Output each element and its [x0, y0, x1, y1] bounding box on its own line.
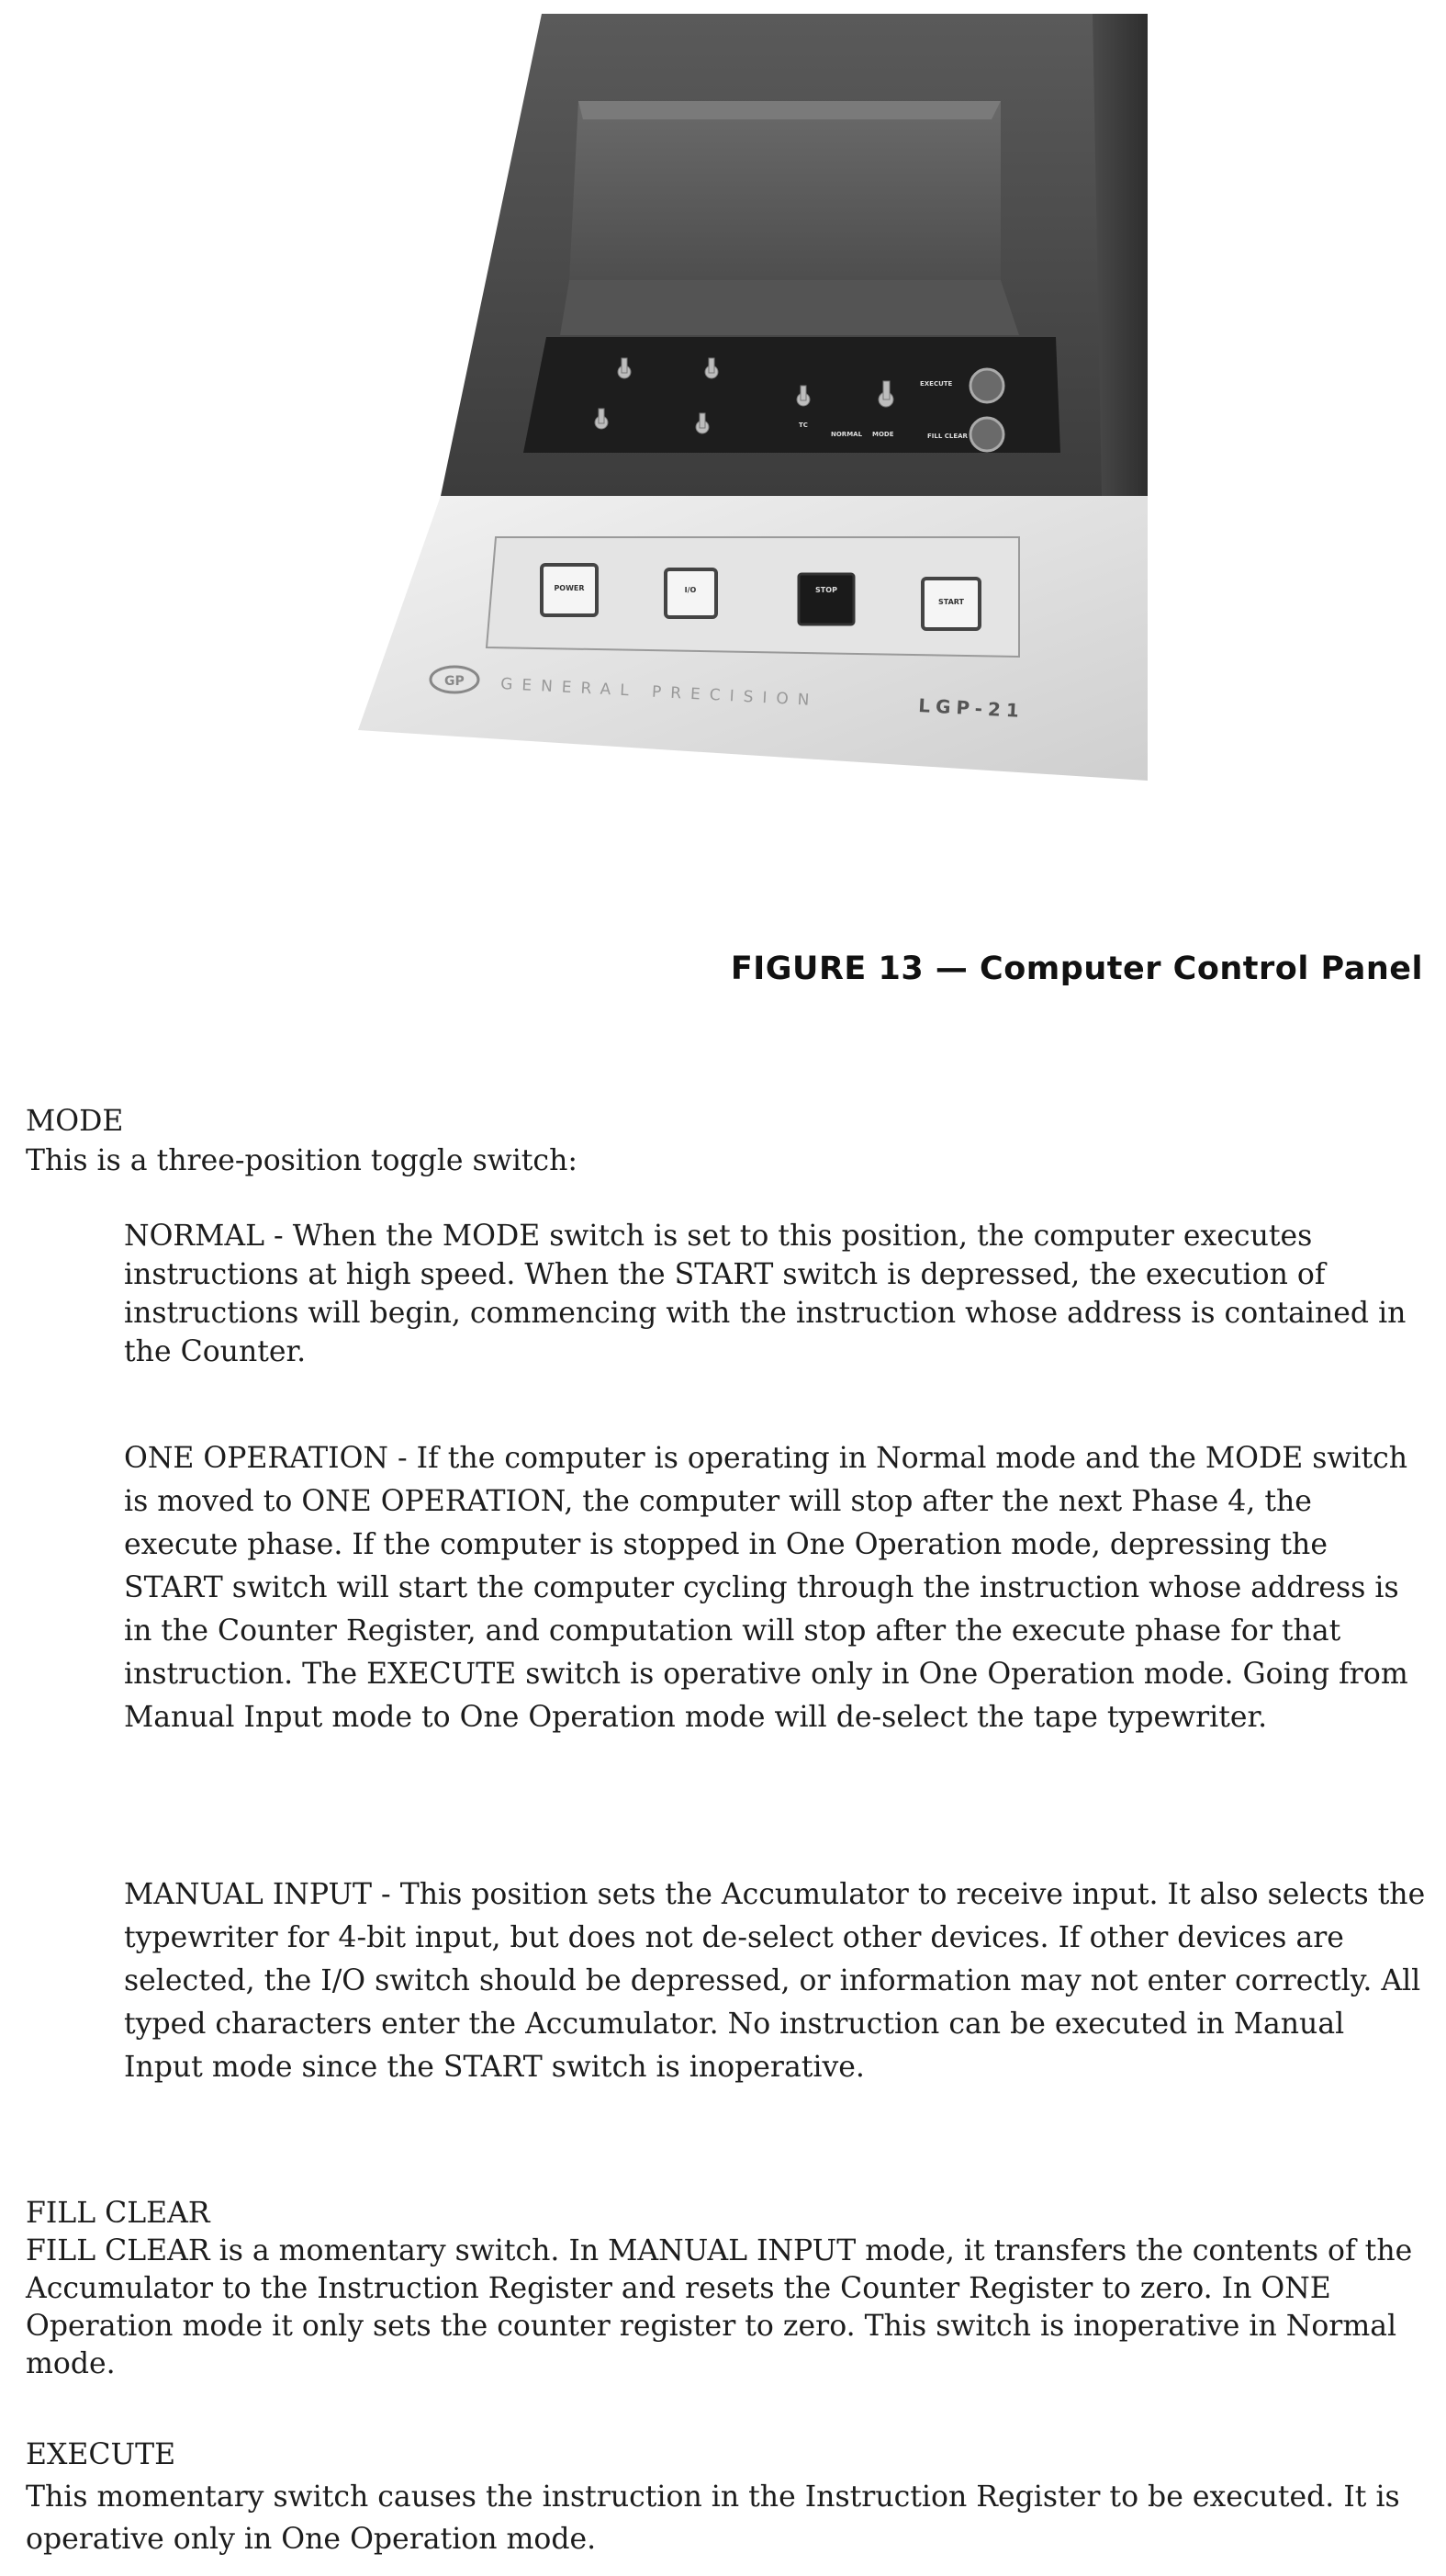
- fill-clear-heading: FILL CLEAR: [26, 2197, 210, 2230]
- mode-heading: MODE: [26, 1105, 124, 1138]
- fill-clear-body: FILL CLEAR is a momentary switch. In MANUAL INPUT mode, it transfers the contents of the Accumulator to the Instruction Register and resets the Counter Register to zero. In ONE Operation mode it only sets the counter register to zero. This switch is inoperative in Normal mode.: [26, 2234, 1413, 2380]
- mode-label: MODE: [872, 431, 894, 438]
- model-name: LGP-21: [917, 694, 1026, 723]
- one-operation-paragraph-block: [124, 1437, 1428, 1739]
- execute-section: [26, 2434, 1430, 2560]
- tc-label: TC: [799, 422, 808, 429]
- execute-body: This momentary switch causes the instruction in the Instruction Register to be executed. It is operative only in One Operation mode.: [26, 2480, 1400, 2556]
- execute-label: EXECUTE: [920, 380, 953, 388]
- figure-caption: FIGURE 13 — Computer Control Panel: [730, 951, 1423, 987]
- manual-input-paragraph-block: [124, 1873, 1428, 2089]
- stop-button-label: STOP: [815, 586, 837, 594]
- manual-input-paragraph: MANUAL INPUT - This position sets the Accumulator to receive input. It also selects the typewriter for 4-bit input, but does not de-select other devices. If other devices are selected, the I/O switch should be depressed, or information may not enter correctly. All typed characters enter the Accumulator. No instruction can be executed in Manual Input mode since the START switch is inoperative.: [124, 1878, 1426, 2084]
- execute-heading: EXECUTE: [26, 2438, 176, 2471]
- io-button-label: I/O: [684, 586, 697, 594]
- mode-section-header: [26, 1102, 1430, 1181]
- normal-paragraph-block: [124, 1217, 1428, 1371]
- normal-label: NORMAL: [831, 431, 863, 438]
- mode-intro: This is a three-position toggle switch:: [26, 1144, 577, 1177]
- fill-clear-section: [26, 2195, 1430, 2383]
- one-operation-paragraph: ONE OPERATION - If the computer is operating in Normal mode and the MODE switch is moved to ONE OPERATION, the computer will stop after the next Phase 4, the execute phase. If the computer is stopped in One Operation mode, depressing the START switch will start the computer cycling through the instruction whose address is in the Counter Register, and computation will stop after the execute phase for that instruction. The EXECUTE switch is operative only in One Operation mode. Going from Manual Input mode to One Operation mode will de-select the tape typewriter.: [124, 1442, 1408, 1734]
- power-button-label: POWER: [554, 584, 585, 592]
- fill-clear-label: FILL CLEAR: [927, 433, 968, 440]
- control-panel-photo: [358, 14, 1148, 785]
- brand-name: GENERAL PRECISION: [499, 675, 819, 711]
- normal-paragraph: NORMAL - When the MODE switch is set to this position, the computer executes instructions at high speed. When the START switch is depressed, the execution of instructions will begin, commencing with the instruction whose address is contained in the Counter.: [124, 1220, 1407, 1368]
- gp-logo-text: GP: [444, 674, 465, 689]
- start-button-label: START: [937, 598, 965, 606]
